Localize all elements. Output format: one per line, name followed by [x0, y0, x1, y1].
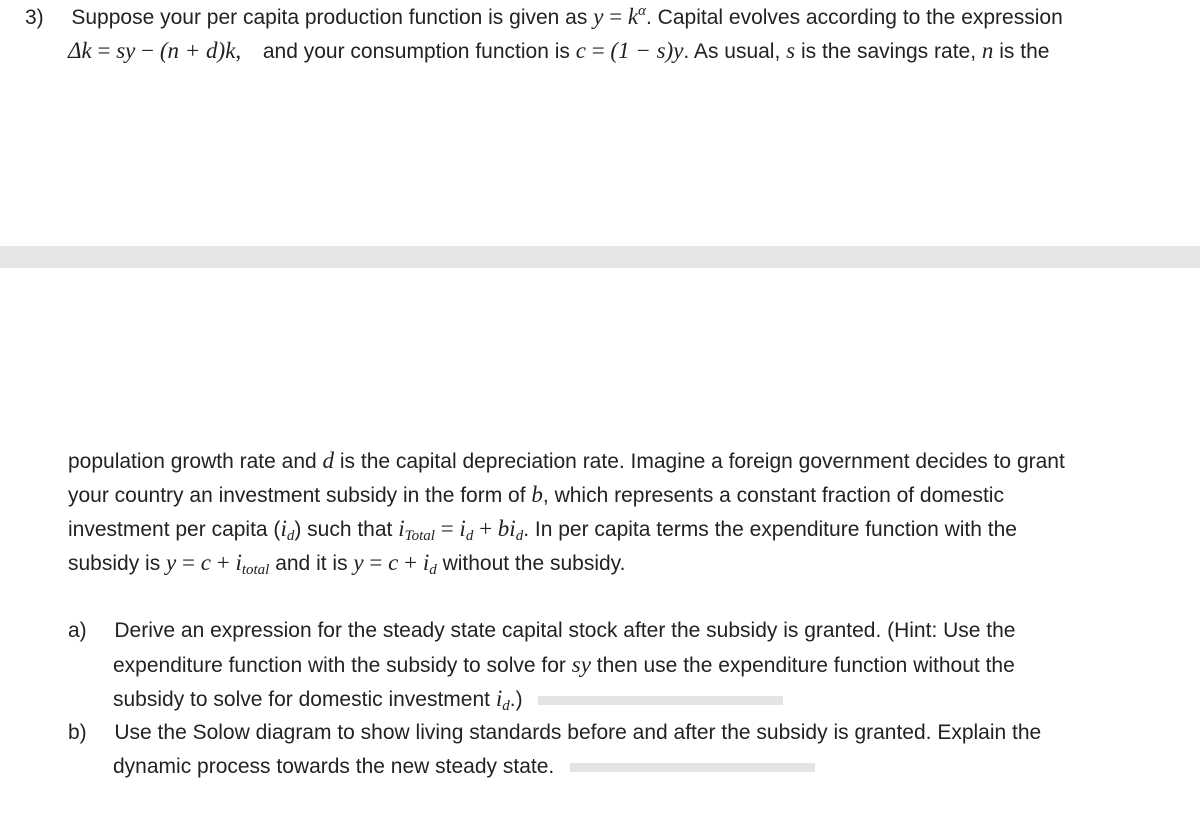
part-label: b): [68, 721, 87, 744]
part-b-line-1: [68, 720, 1041, 746]
math-alpha: α: [638, 3, 647, 19]
math-eq: =: [91, 38, 117, 63]
question-text: is the capital depreciation rate. Imagine a foreign government decides to grant: [339, 450, 1065, 473]
question-text: . In per capita terms the expenditure function with the: [523, 518, 1017, 541]
math-b: b: [531, 482, 543, 507]
math-dk: Δk: [68, 38, 92, 63]
part-text: then use the expenditure function without the: [596, 654, 1015, 677]
math-d: d: [322, 448, 335, 473]
math-k: k: [627, 4, 639, 29]
math-c: c: [575, 38, 586, 63]
part-a-line-2: expenditure function with the subsidy to solve for sy then use the expenditure function without the: [113, 652, 1015, 677]
question-text: , which represents a constant fraction of domestic: [542, 484, 1004, 507]
math-minus: −: [135, 38, 160, 63]
part-text: expenditure function with the subsidy to solve for: [113, 654, 566, 677]
question-text: investment per capita (: [68, 518, 281, 541]
redaction-bar: [538, 696, 783, 705]
math-i: i: [280, 516, 287, 541]
question-text: Suppose your per capita production function is given as: [71, 6, 588, 29]
math-n: n: [981, 38, 994, 63]
part-text: subsidy to solve for domestic investment: [113, 688, 490, 711]
question-text: population growth rate and: [68, 450, 317, 473]
question-text: without the subsidy.: [442, 552, 626, 575]
part-text: Derive an expression for the steady state capital stock after the subsidy is granted. (Hint: Use the: [114, 619, 1016, 642]
question-line-6: subsidy is $y = c + i_{total}$ and it is $y = c + i_d$ without the subsidy.: [68, 550, 626, 578]
part-text: Use the Solow diagram to show living standards before and after the subsidy is granted. Explain the: [114, 721, 1042, 744]
question-text: . As usual,: [683, 40, 781, 63]
math-eq: =: [585, 38, 611, 63]
part-label: a): [68, 619, 87, 642]
question-text: is the: [999, 40, 1050, 63]
question-line-1: [25, 4, 1063, 31]
math-nd: (n + d)k: [159, 38, 236, 63]
question-line-3: [68, 448, 1065, 475]
math-consumption: (1 − s)y: [610, 38, 684, 63]
math-sy: sy: [116, 38, 136, 63]
math-y: y: [593, 4, 604, 29]
part-a-line-1: [68, 618, 1016, 644]
question-text: your country an investment subsidy in the form of: [68, 484, 526, 507]
question-line-5: investment per capita $(i_d)$ such that $i_{Total} = i_d + bi_d$. In per capita terms the expenditure function with the: [68, 516, 1017, 544]
math-i-total: i: [398, 516, 405, 541]
math-s: s: [786, 38, 796, 63]
page-break-band: [0, 246, 1200, 268]
part-a-line-3: subsidy to solve for domestic investment $i_d$.): [113, 686, 783, 713]
part-text: dynamic process towards the new steady state.: [113, 755, 555, 778]
question-line-2: Δk = sy − (n + d)k, and your consumption function is c = (1 − s)y. As usual, s is the savings rate, n is the: [68, 38, 1050, 63]
math-eq: =: [603, 4, 628, 29]
redaction-bar: [570, 763, 815, 772]
question-text: and your consumption function is: [262, 40, 570, 63]
question-text: . Capital evolves according to the expression: [646, 6, 1063, 29]
question-text: is the savings rate,: [800, 40, 977, 63]
question-text: and it is: [275, 552, 348, 575]
question-text: ) such that: [294, 518, 393, 541]
question-number: 3): [25, 6, 44, 29]
question-line-4: [68, 482, 1004, 509]
question-text: subsidy is: [68, 552, 161, 575]
part-b-line-2: [113, 754, 815, 780]
